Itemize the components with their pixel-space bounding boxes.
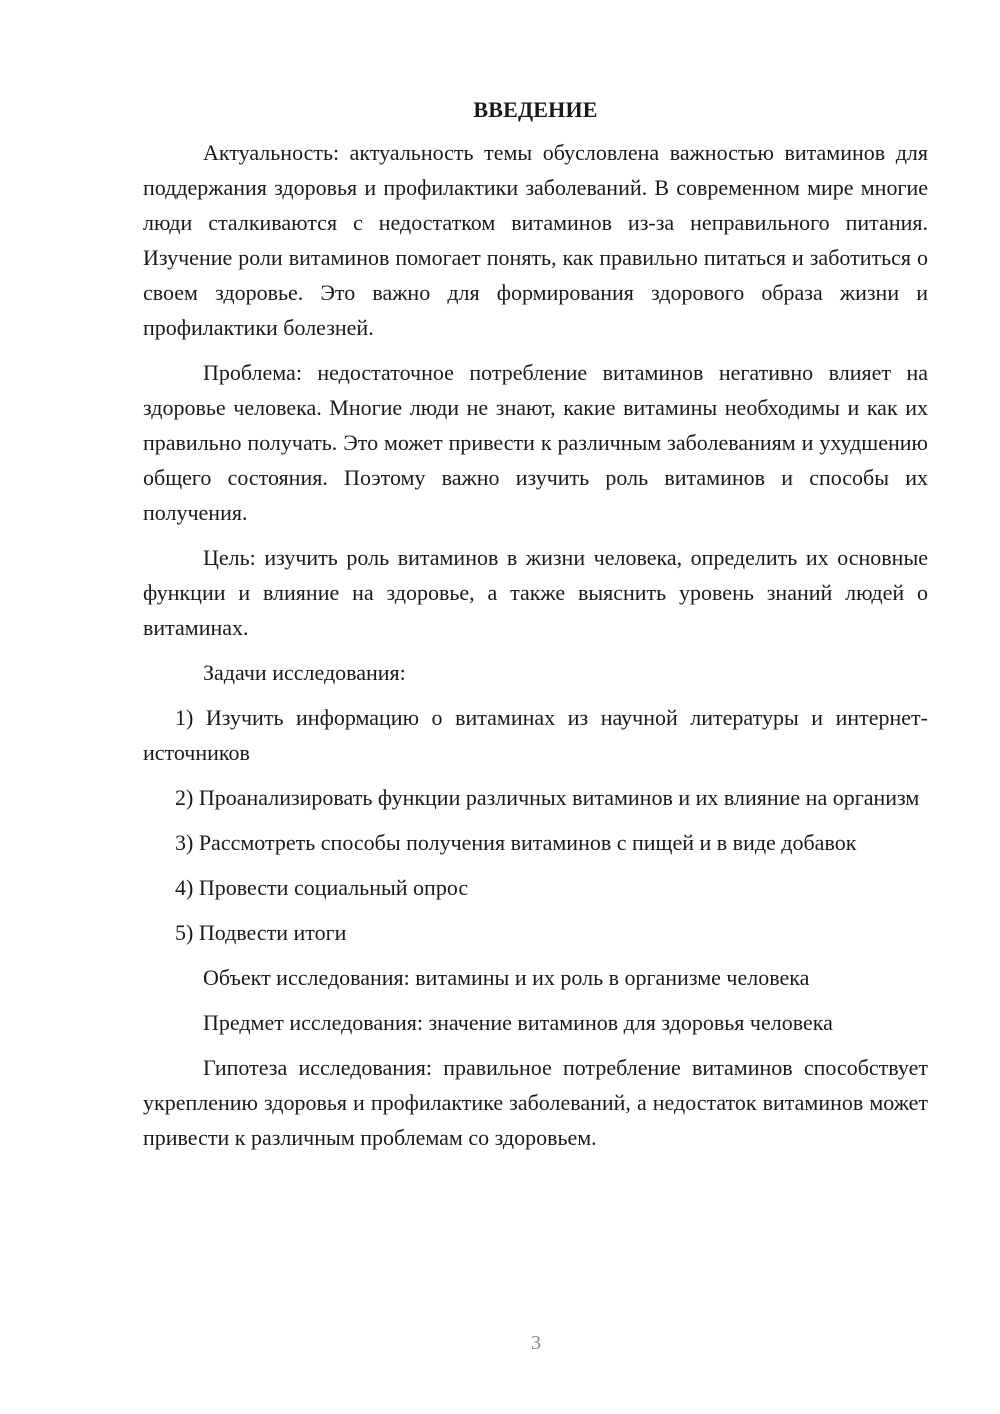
page-number: 3	[531, 1332, 541, 1354]
object-paragraph: Объект исследования: витамины и их роль в организме человека	[203, 965, 810, 990]
task-item: 2) Проанализировать функции различных витаминов и их влияние на организм	[175, 785, 920, 810]
task-item: 4) Провести социальный опрос	[175, 875, 469, 900]
relevance-paragraph: Актуальность: актуальность темы обусловлена важностью витаминов для поддержания здоровья и профилактики заболеваний. В современном мире многие люди сталкиваются с недостатком витаминов из-за неправильного питания. Изучение роли витаминов помогает понять, как правильно питаться и заботиться о своем здоровье. Это важно для формирования здорового образа жизни и профилактики болезней.	[143, 140, 928, 340]
hypothesis-paragraph: Гипотеза исследования: правильное потребление витаминов способствует укреплению здоровья и профилактике заболеваний, а недостаток витаминов может привести к различным проблемам со здоровьем.	[143, 1055, 928, 1150]
tasks-heading: Задачи исследования:	[203, 660, 406, 685]
document-page	[143, 92, 928, 1165]
page-title: ВВЕДЕНИЕ	[473, 97, 598, 122]
task-item: 1) Изучить информацию о витаминах из научной литературы и интернет-источников	[143, 705, 928, 765]
subject-paragraph: Предмет исследования: значение витаминов для здоровья человека	[203, 1010, 833, 1035]
task-item: 3) Рассмотреть способы получения витаминов с пищей и в виде добавок	[175, 830, 857, 855]
problem-paragraph: Проблема: недостаточное потребление витаминов негативно влияет на здоровье человека. Многие люди не знают, какие витамины необходимы и как их правильно получать. Это может привести к различным заболеваниям и ухудшению общего состояния. Поэтому важно изучить роль витаминов и способы их получения.	[143, 360, 928, 525]
task-item: 5) Подвести итоги	[175, 920, 347, 945]
goal-paragraph: Цель: изучить роль витаминов в жизни человека, определить их основные функции и влияние на здоровье, а также выяснить уровень знаний людей о витаминах.	[143, 545, 928, 640]
